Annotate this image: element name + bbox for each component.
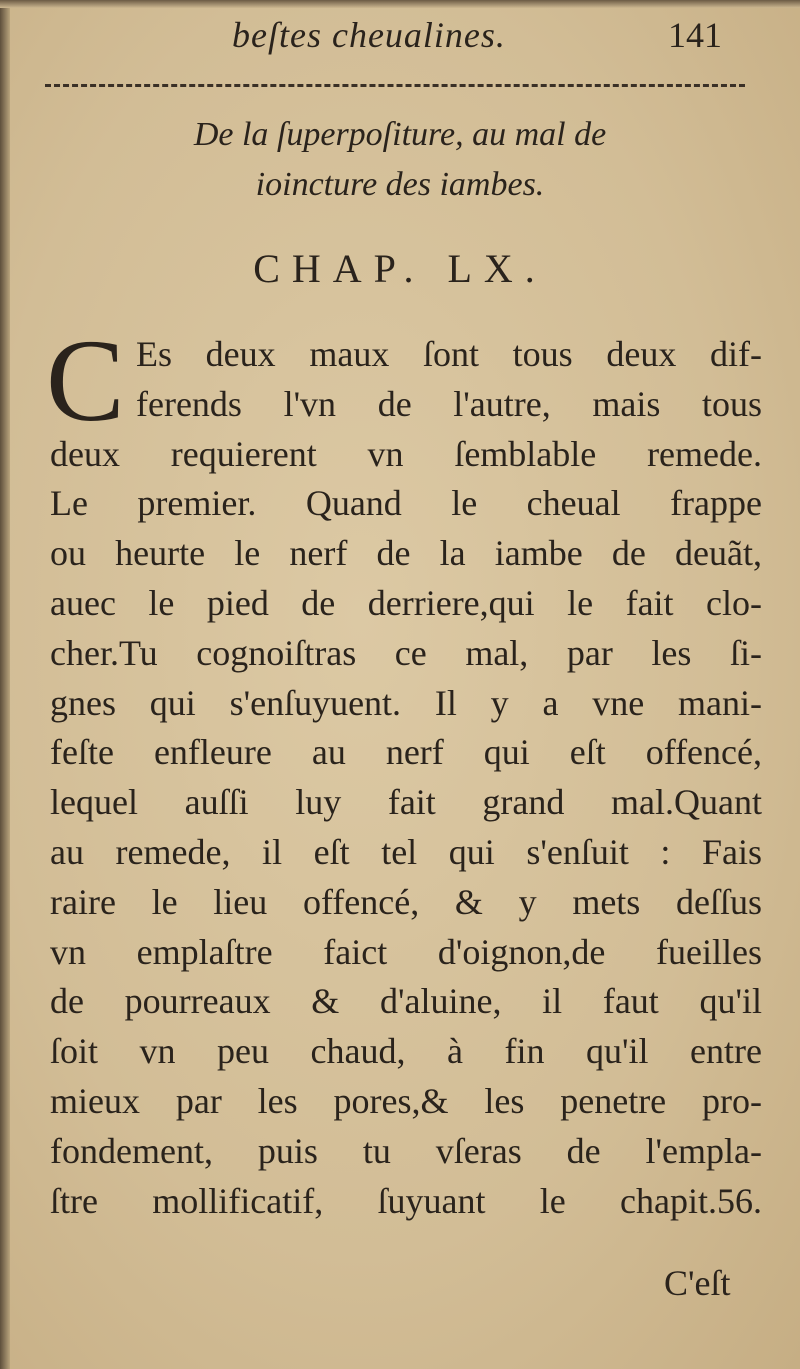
text-line: gnes qui s'enſuyuent. Il y a vne mani- xyxy=(50,682,762,723)
text-line: de pourreaux & d'aluine, il faut qu'il xyxy=(50,981,762,1022)
text-line: auec le pied de derriere,qui le fait clo- xyxy=(50,582,762,623)
section-title-line-2: ioincture des iambes. xyxy=(255,166,545,203)
text-line: raire le lieu offencé, & y mets deſſus xyxy=(50,881,762,922)
page-header xyxy=(0,10,800,60)
section-title-line-1: De la ſuperpoſiture, au mal de xyxy=(193,116,607,153)
text-line: ou heurte le nerf de la iambe de deuãt, xyxy=(50,533,762,574)
text-line: feſte enfleure au nerf qui eſt offencé, xyxy=(50,732,762,773)
text-line: ſtre mollificatif, ſuyuant le chapit.56. xyxy=(50,1180,762,1221)
text-line: ſoit vn peu chaud, à fin qu'il entre xyxy=(50,1031,762,1072)
section-title xyxy=(40,110,760,210)
text-line: cher.Tu cognoiſtras ce mal, par les ſi- xyxy=(50,632,762,673)
text-line: deux requierent vn ſemblable remede. xyxy=(50,433,762,474)
header-rule xyxy=(45,84,745,87)
text-line: Le premier. Quand le cheual frappe xyxy=(50,483,762,524)
text-line: fondement, puis tu vſeras de l'empla- xyxy=(50,1130,762,1171)
catchword: C'eſt xyxy=(664,1263,731,1303)
text-line: lequel auſſi luy fait grand mal.Quant xyxy=(50,782,762,823)
page-gutter-shadow xyxy=(0,0,10,1369)
text-line: au remede, il eſt tel qui s'enſuit : Fais xyxy=(50,831,762,872)
chapter-heading: CHAP. LX. xyxy=(253,246,547,291)
body-text xyxy=(50,330,762,1226)
text-line: mieux par les pores,& les penetre pro- xyxy=(50,1080,762,1121)
page-top-edge xyxy=(0,0,800,8)
text-line: vn emplaſtre faict d'oignon,de fueilles xyxy=(50,931,762,972)
text-line: ferends l'vn de l'autre, mais tous xyxy=(136,383,762,424)
drop-cap: C xyxy=(46,315,125,446)
running-title: beſtes cheualines. xyxy=(232,15,506,55)
text-line: Es deux maux ſont tous deux dif- xyxy=(136,334,762,374)
page-number: 141 xyxy=(668,15,722,55)
